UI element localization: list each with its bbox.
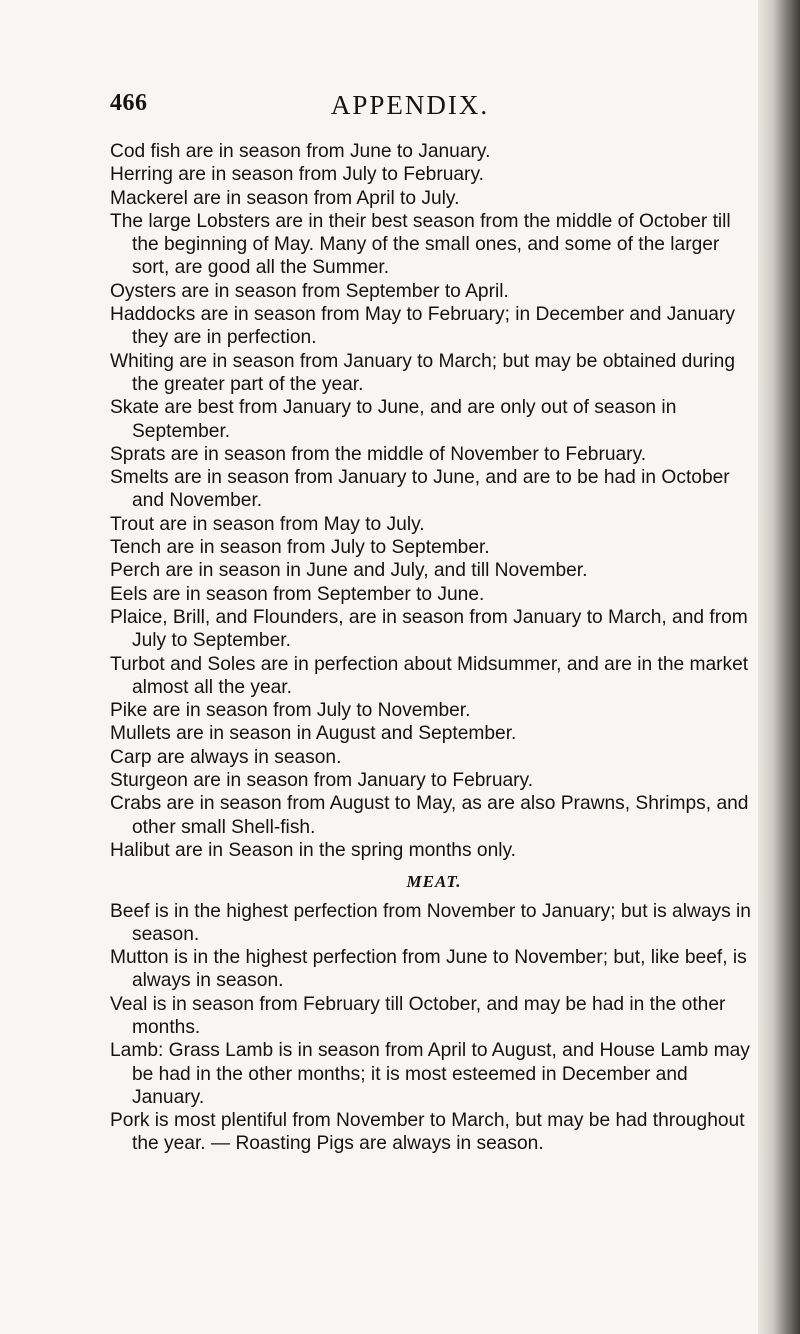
fish-entry-perch: Perch are in season in June and July, and till November. (110, 560, 588, 582)
fish-entry-sturgeon: Sturgeon are in season from January to February. (110, 770, 534, 792)
fish-entry-smelts: Smelts are in season from January to June, and are to be had in October and November. (110, 467, 730, 512)
fish-entry-trout: Trout are in season from May to July. (110, 513, 425, 535)
fish-entry-plaice: Plaice, Brill, and Flounders, are in season from January to March, and from July to September. (110, 606, 748, 652)
fish-entry-crabs: Crabs are in season from August to May, as are also Prawns, Shrimps, and other small Shell-fish. (110, 793, 749, 838)
fish-entry-lobsters: The large Lobsters are in their best season from the middle of October till the beginning of May. Many of the small ones, and some of the larger sort, are good all the Summer. (110, 210, 731, 279)
running-head: APPENDIX. (330, 90, 490, 120)
book-gutter-shadow (758, 0, 800, 1334)
fish-entry-mackerel: Mackerel are in season from April to July. (110, 187, 460, 209)
meat-entry-pork: Pork is most plentiful from November to March, but may be had throughout the year. — Roasting Pigs are always in season. (110, 1110, 745, 1155)
fish-entry-carp: Carp are always in season. (110, 746, 342, 768)
fish-entry-halibut: Halibut are in Season in the spring months only. (110, 839, 517, 861)
fish-entry-whiting: Whiting are in season from January to March; but may be obtained during the greater part of the year. (110, 350, 735, 395)
fish-section (110, 140, 758, 862)
fish-entry-pike: Pike are in season from July to November. (110, 700, 471, 722)
meat-entry-lamb: Lamb: Grass Lamb is in season from April to August, and House Lamb may be had in the other months; it is most esteemed in December and January. (110, 1040, 750, 1108)
fish-entry-eels: Eels are in season from September to June. (110, 583, 485, 605)
meat-entry-beef: Beef is in the highest perfection from November to January; but is always in season. (110, 900, 751, 945)
page-number: 466 (110, 90, 148, 116)
fish-entry-herring: Herring are in season from July to February. (110, 164, 484, 186)
fish-entry-haddocks: Haddocks are in season from May to February; in December and January they are in perfection. (110, 304, 735, 349)
fish-entry-mullets: Mullets are in season in August and September. (110, 723, 517, 745)
meat-section (110, 900, 758, 1156)
meat-entry-mutton: Mutton is in the highest perfection from June to November; but, like beef, is always in season. (110, 947, 747, 992)
fish-entry-sprats: Sprats are in season from the middle of November to February. (110, 443, 647, 465)
fish-entry-cod: Cod fish are in season from June to January. (110, 141, 491, 162)
fish-entry-turbot: Turbot and Soles are in perfection about Midsummer, and are in the market almost all the year. (110, 653, 749, 698)
page-header (110, 90, 750, 126)
fish-entry-oysters: Oysters are in season from September to April. (110, 280, 509, 302)
meat-section-heading: MEAT. (406, 872, 462, 892)
fish-entry-skate: Skate are best from January to June, and are only out of season in September. (110, 397, 677, 442)
meat-entry-veal: Veal is in season from February till October, and may be had in the other months. (110, 993, 726, 1038)
page-body (110, 140, 758, 1156)
fish-entry-tench: Tench are in season from July to September. (110, 537, 490, 559)
